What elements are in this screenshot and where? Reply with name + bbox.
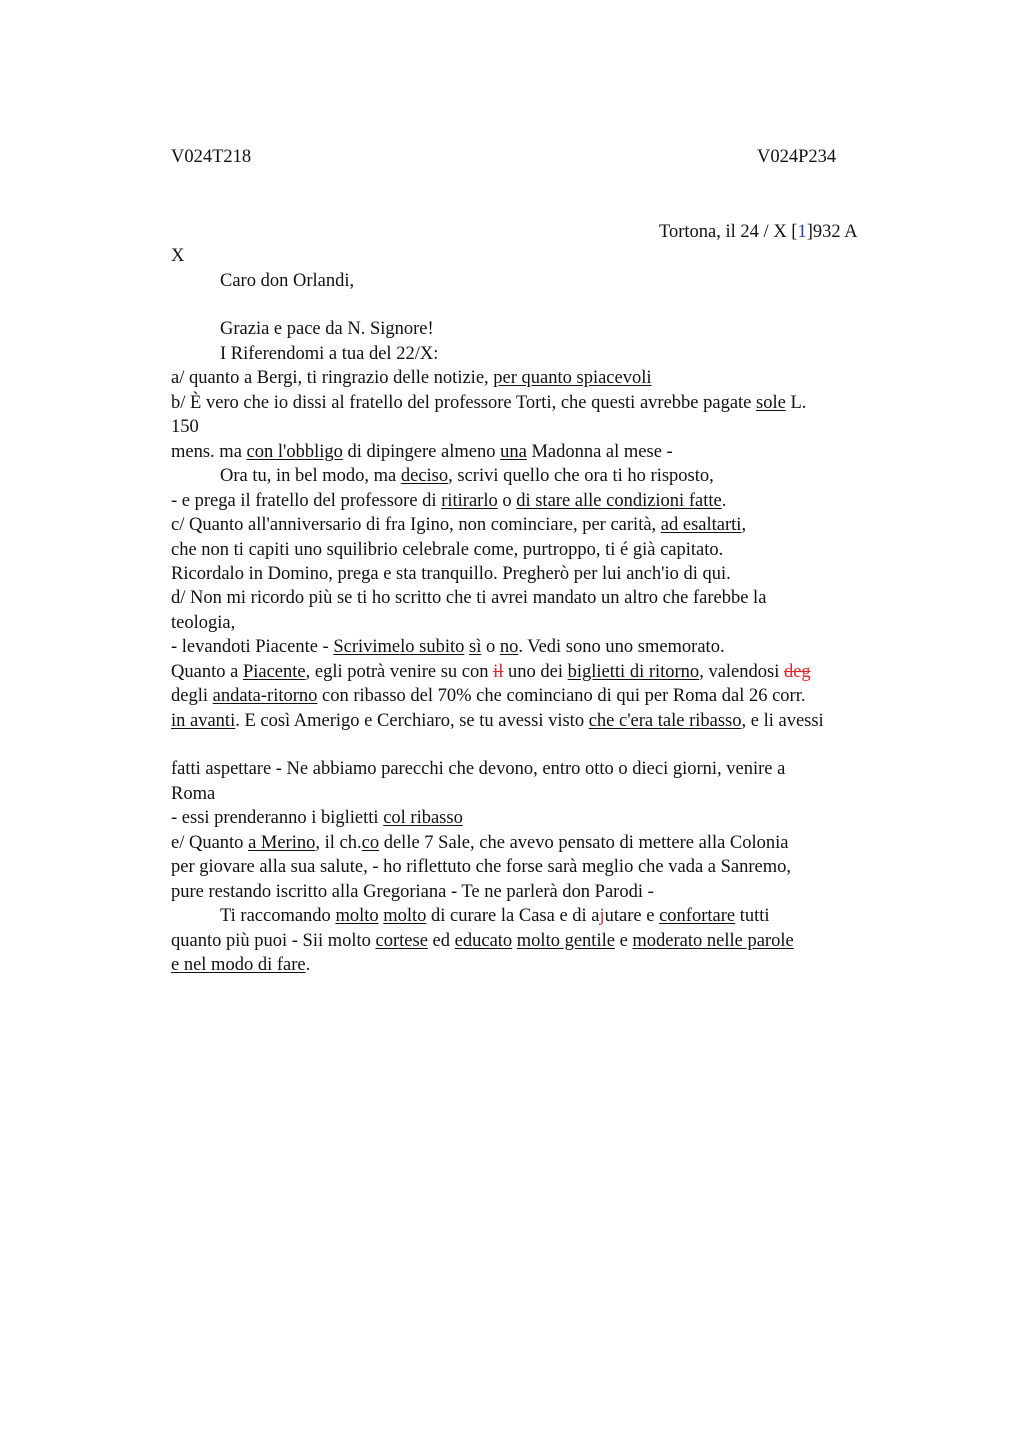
item-d-line-5: degli andata-ritorno con ribasso del 70% che cominciano di qui per Roma dal 26 corr. bbox=[171, 686, 806, 706]
item-d-line-3: - levandoti Piacente - Scrivimelo subito sì o no. Vedi sono uno smemorato. bbox=[171, 637, 725, 657]
item-b-line-3: mens. ma con l'obbligo di dipingere almeno una Madonna al mese - bbox=[171, 442, 673, 462]
corrected-letter: j bbox=[599, 906, 605, 926]
item-a-line-1: a/ quanto a Bergi, ti ringrazio delle notizie, per quanto spiacevoli bbox=[171, 368, 652, 388]
greeting: Grazia e pace da N. Signore! bbox=[220, 319, 434, 339]
item-c-line-3: Ricordalo in Domino, prega e sta tranquillo. Pregherò per lui anch'io di qui. bbox=[171, 564, 731, 584]
editor-added-digit: 1 bbox=[797, 222, 807, 242]
letter-mark: X bbox=[171, 246, 185, 266]
item-d-line-6: in avanti. E così Amerigo e Cerchiaro, se tu avessi visto che c'era tale ribasso, e li avessi bbox=[171, 711, 824, 731]
item-d-line-7: fatti aspettare - Ne abbiamo parecchi che devono, entro otto o dieci giorni, venire a bbox=[171, 759, 786, 779]
intro-line: I Riferendomi a tua del 22/X: bbox=[220, 344, 439, 364]
header-left-code: V024T218 bbox=[171, 147, 252, 167]
item-d-line-4: Quanto a Piacente, egli potrà venire su con il uno dei biglietti di ritorno, valendosi deg bbox=[171, 662, 811, 682]
closing-line-2: quanto più puoi - Sii molto cortese ed educato molto gentile e moderato nelle parole bbox=[171, 931, 794, 951]
deleted-text: il bbox=[493, 662, 504, 682]
header-right-code: V024P234 bbox=[757, 147, 837, 167]
item-d-line-8: Roma bbox=[171, 784, 216, 804]
date-suffix: ]932 A bbox=[806, 222, 858, 242]
item-c-line-2: che non ti capiti uno squilibrio celebrale come, purtroppo, ti é già capitato. bbox=[171, 540, 724, 560]
item-d-line-2: teologia, bbox=[171, 613, 236, 633]
item-e-line-3: pure restando iscritto alla Gregoriana - Te ne parlerà don Parodi - bbox=[171, 882, 654, 902]
closing-line-3: e nel modo di fare. bbox=[171, 955, 311, 975]
item-d-line-9: - essi prenderanno i biglietti col ribasso bbox=[171, 808, 463, 828]
item-d-line-1: d/ Non mi ricordo più se ti ho scritto che ti avrei mandato un altro che farebbe la bbox=[171, 588, 767, 608]
item-b-line-2: 150 bbox=[171, 417, 199, 437]
deleted-text: deg bbox=[783, 662, 811, 682]
item-e-line-2: per giovare alla sua salute, - ho riflettuto che forse sarà meglio che vada a Sanremo, bbox=[171, 857, 792, 877]
item-b-line-5: - e prega il fratello del professore di ritirarlo o di stare alle condizioni fatte. bbox=[171, 491, 727, 511]
salutation: Caro don Orlandi, bbox=[220, 271, 355, 291]
item-e-line-1: e/ Quanto a Merino, il ch.co delle 7 Sale, che avevo pensato di mettere alla Colonia bbox=[171, 833, 789, 853]
item-c-line-1: c/ Quanto all'anniversario di fra Igino, non cominciare, per carità, ad esaltarti, bbox=[171, 515, 747, 535]
item-b-line-4: Ora tu, in bel modo, ma deciso, scrivi quello che ora ti ho risposto, bbox=[220, 466, 714, 486]
date-prefix: Tortona, il 24 / X [ bbox=[659, 222, 798, 242]
date-line bbox=[659, 222, 858, 243]
item-b-line-1: b/ È vero che io dissi al fratello del professore Torti, che questi avrebbe pagate sole L. bbox=[171, 393, 807, 413]
closing-line-1: Ti raccomando molto molto di curare la Casa e di ajutare e confortare tutti bbox=[220, 906, 770, 926]
